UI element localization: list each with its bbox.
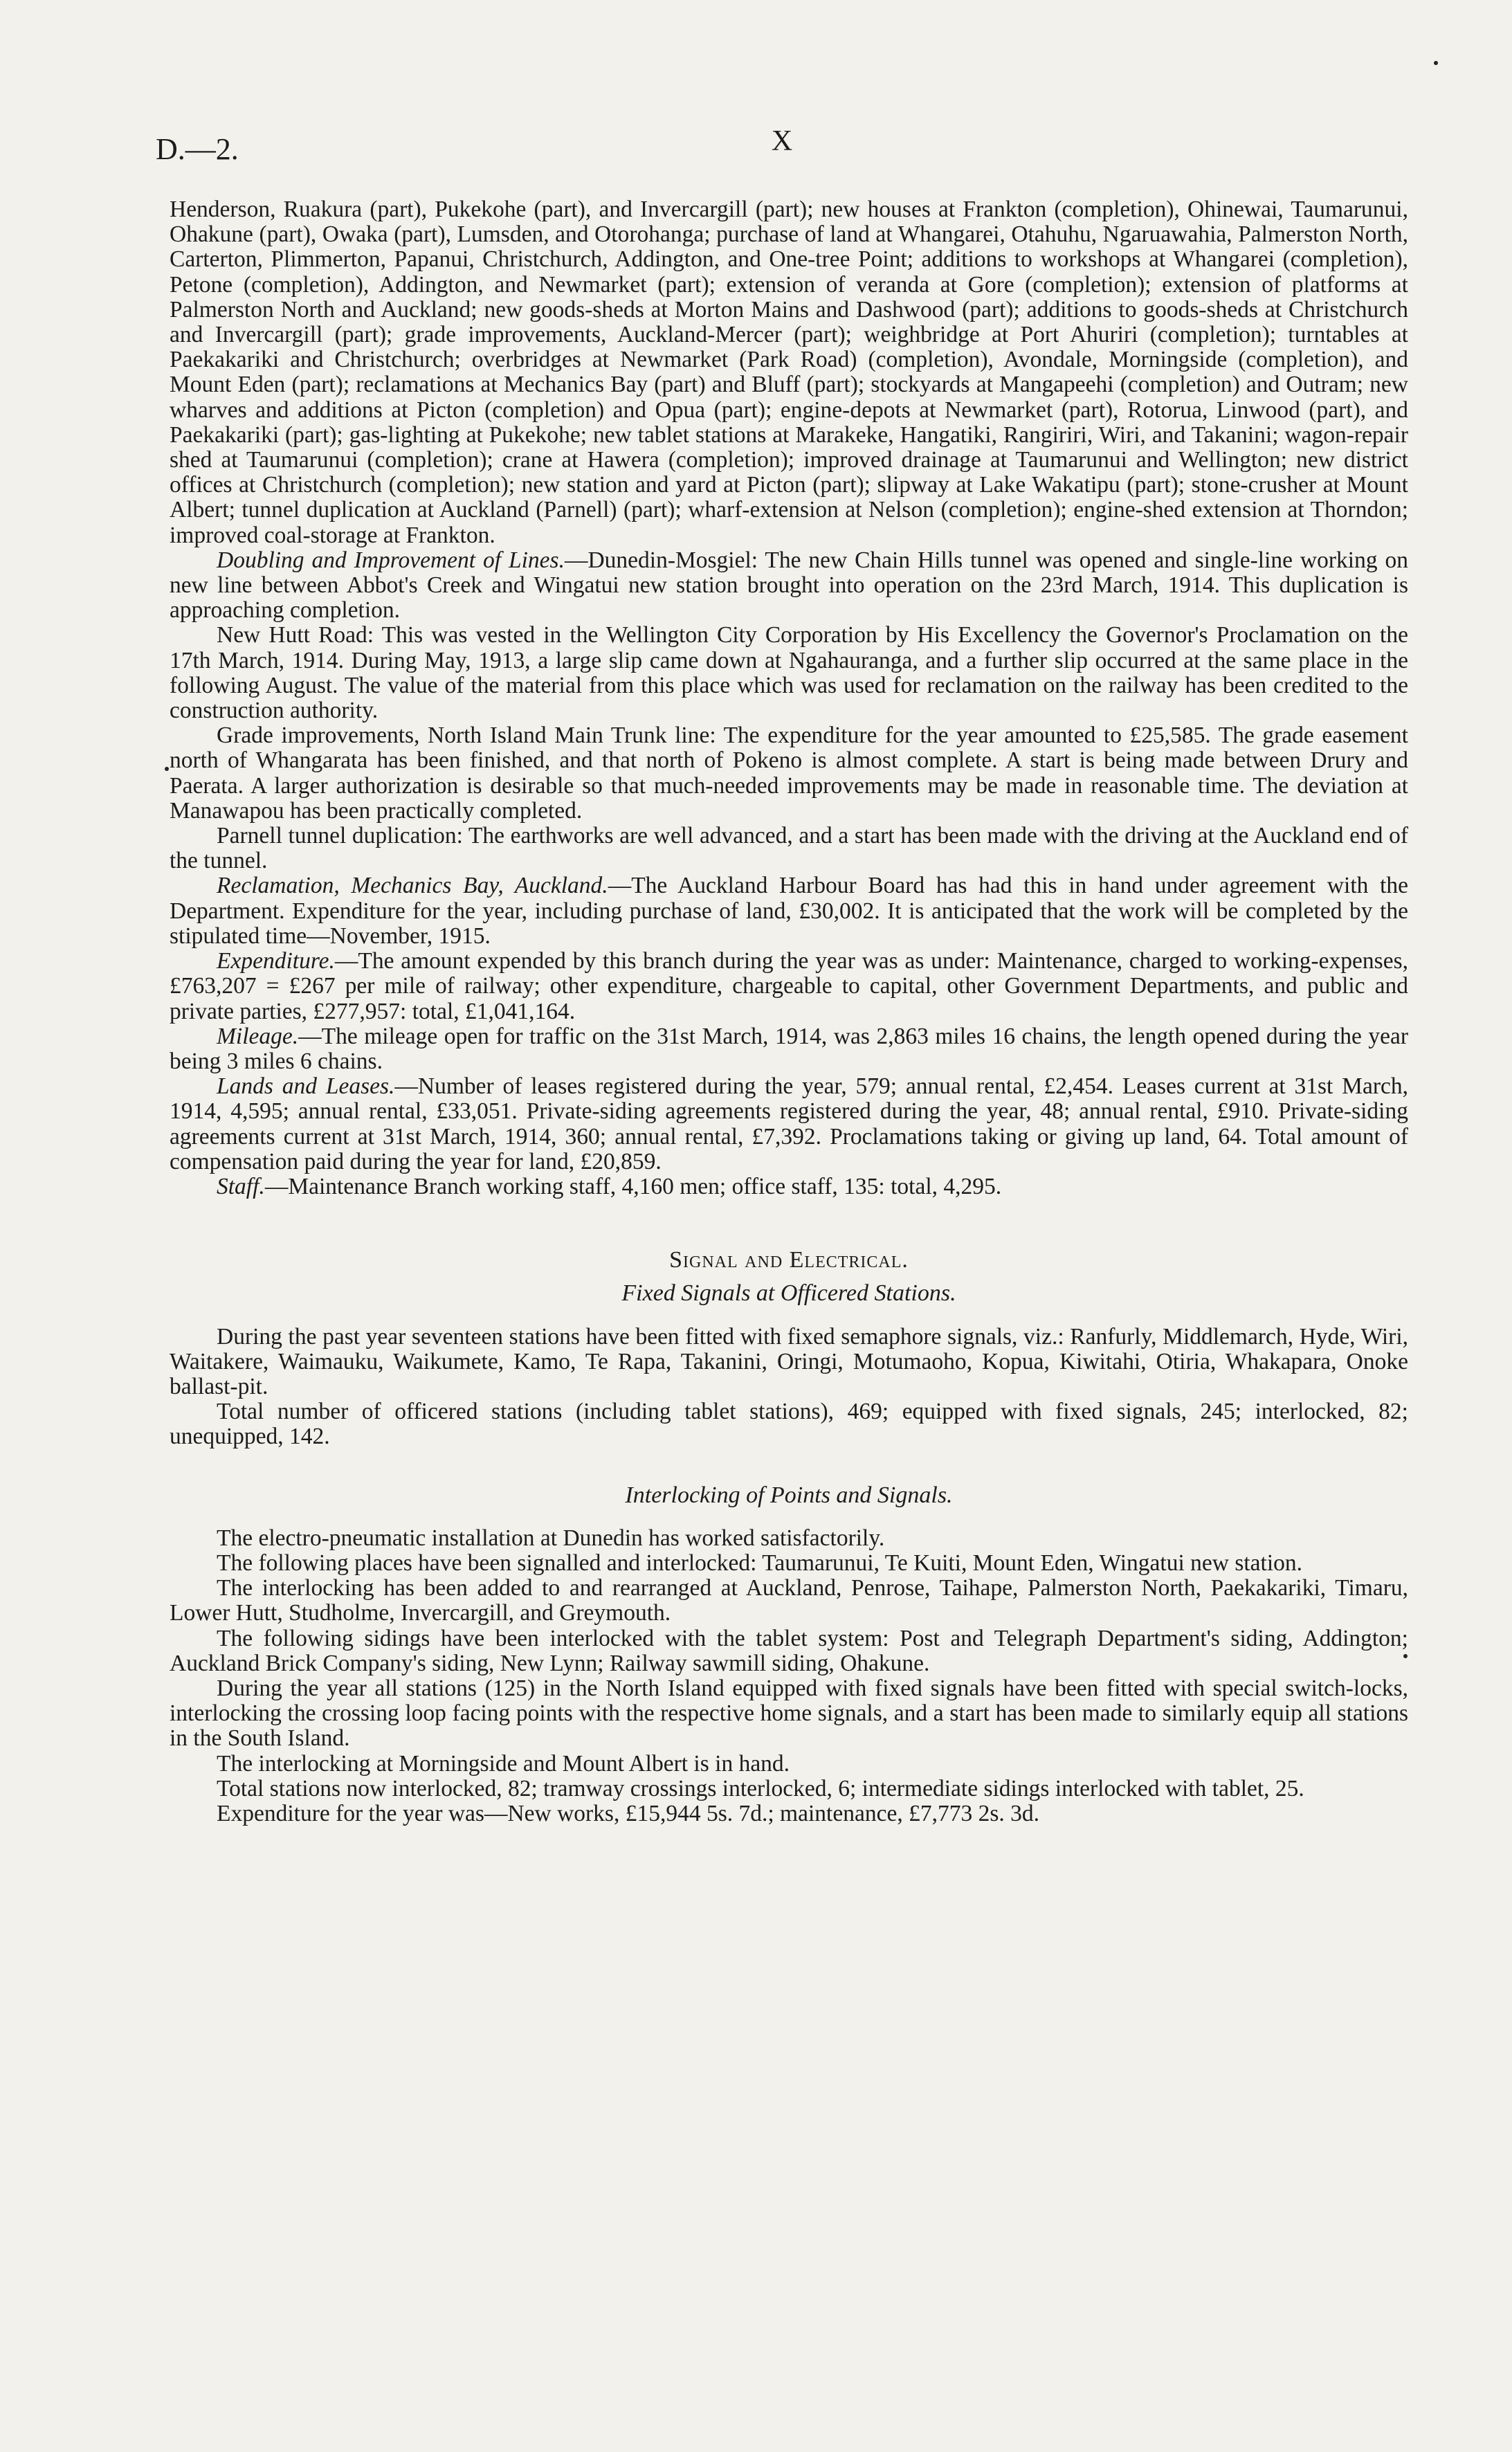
paragraph-in-hand: The interlocking at Morningside and Mount Albert is in hand. (217, 1750, 790, 1777)
text-expenditure: —The amount expended by this branch during the year was as under: Maintenance, charged to working-expenses, £763,207 = £267 per mile of railway; other expenditure, chargeable to capital, other Government Departments, and public and private parties, £277,957: total, £1,041,164. (170, 948, 1408, 1024)
lead-doubling: Doubling and Improvement of Lines. (217, 547, 565, 573)
paragraph-officered-total: Total number of officered stations (including tablet stations), 469; equipped with fixed signals, 245; interlocked, 82; unequipped, 142. (170, 1399, 1408, 1450)
lead-reclamation: Reclamation, Mechanics Bay, Auckland. (217, 873, 608, 899)
paragraph-doubling (170, 548, 1408, 624)
lead-expenditure: Expenditure. (217, 948, 335, 974)
text-staff: —Maintenance Branch working staff, 4,160 men; office staff, 135: total, 4,295. (264, 1173, 1002, 1199)
text-mileage: —The mileage open for traffic on the 31st March, 1914, was 2,863 miles 16 chains, the length opened during the year being 3 miles 6 chains. (170, 1023, 1408, 1074)
paragraph-works-list: Henderson, Ruakura (part), Pukekohe (part), and Invercargill (part); new houses at Frankton (completion), Ohinewai, Taumarunui, Ohakune (part), Owaka (part), Lumsden, and Otorohanga; purchase of land at Whangarei, Otahuhu, Ngaruawahia, Palmerston North, Carterton, Plimmerton, Papanui, Christchurch, Addington, and One-tree Point; additions to workshops at Whangarei (completion), Petone (completion), Addington, and Newmarket (part); extension of veranda at Gore (completion); extension of platforms at Palmerston North and Auckland; new goods-sheds at Morton Mains and Dashwood (part); additions to goods-sheds at Christchurch and Invercargill (part); grade improvements, Auckland-Mercer (part); weighbridge at Port Ahuriri (completion); turntables at Paekakariki and Christchurch; overbridges at Newmarket (Park Road) (completion), Avondale, Morningside (completion), and Mount Eden (part); reclamations at Mechanics Bay (part) and Bluff (part); stockyards at Mangapeehi (completion) and Outram; new wharves and additions at Picton (completion) and Opua (part); engine-depots at Newmarket (part), Rotorua, Linwood (part), and Paekakariki (part); gas-lighting at Pukekohe; new tablet stations at Marakeke, Hangatiki, Rangiriri, Wiri, and Takanini; wagon-repair shed at Taumarunui (completion); crane at Hawera (completion); improved drainage at Taumarunui and Wellington; new district offices at Christchurch (completion); new station and yard at Picton (part); slipway at Lake Wakatipu (part); stone-crusher at Mount Albert; tunnel duplication at Auckland (Parnell) (part); wharf-extension at Nelson (completion); engine-shed extension at Thorndon; improved coal-storage at Frankton. (170, 197, 1408, 548)
paragraph-staff (170, 1174, 1408, 1199)
paragraph-mileage (170, 1024, 1408, 1074)
paragraph-signal-expenditure: Expenditure for the year was—New works, £15,944 5s. 7d.; maintenance, £7,773 2s. 3d. (217, 1800, 1039, 1826)
paragraph-expenditure (170, 949, 1408, 1024)
paragraph-lands-leases (170, 1074, 1408, 1174)
paragraph-semaphore-stations: During the past year seventeen stations have been fitted with fixed semaphore signals, viz.: Ranfurly, Middlemarch, Hyde, Wiri, Waitakere, Waimauku, Waikumete, Kamo, Te Rapa, Takanini, Oringi, Motumaoho, Kopua, Kiwitahi, Otiria, Whakapara, Onoke ballast-pit. (170, 1323, 1408, 1399)
text-lands-leases: —Number of leases registered during the year, 579; annual rental, £2,454. Leases current at 31st March, 1914, 4,595; annual rental, £33,051. Private-siding agreements registered during the year, 48; annual rental, £910. Private-siding agreements current at 31st March, 1914, 360; annual rental, £7,392. Proclamations taking or giving up land, 64. Total amount of compensation paid during the year for land, £20,859. (170, 1073, 1408, 1174)
paragraph-total-interlocked: Total stations now interlocked, 82; tramway crossings interlocked, 6; intermediate sidings interlocked with tablet, 25. (217, 1775, 1304, 1801)
lead-staff: Staff. (217, 1173, 265, 1199)
document-reference: D.—2. (156, 132, 239, 166)
scan-speck (1403, 1654, 1408, 1658)
page-header (156, 125, 1408, 173)
paragraph-parnell-tunnel: Parnell tunnel duplication: The earthworks are well advanced, and a start has been made with the driving at the Auckland end of the tunnel. (170, 823, 1408, 874)
paragraph-reclamation (170, 873, 1408, 949)
subtitle-fixed-signals: Fixed Signals at Officered Stations. (621, 1280, 956, 1307)
paragraph-electro-pneumatic: The electro-pneumatic installation at Dunedin has worked satisfactorily. (217, 1525, 885, 1551)
subtitle-interlocking: Interlocking of Points and Signals. (625, 1482, 953, 1508)
paragraph-hutt-road: New Hutt Road: This was vested in the Wellington City Corporation by His Excellency the Governor's Proclamation on the 17th March, 1914. During May, 1913, a large slip came down at Ngahauranga, and a further slip occurred at the same place in the following August. The value of the material from this place which was used for reclamation on the railway has been credited to the construction authority. (170, 622, 1408, 724)
page-number: X (771, 125, 793, 157)
text-reclamation: —The Auckland Harbour Board has had this in hand under agreement with the Department. Expenditure for the year, including purchase of land, £30,002. It is anticipated that the work will be completed by the stipulated time—November, 1915. (170, 873, 1408, 949)
lead-lands-leases: Lands and Leases. (217, 1073, 395, 1100)
paragraph-signalled-places: The following places have been signalled and interlocked: Taumarunui, Te Kuiti, Mount Eden, Wingatui new station. (217, 1550, 1303, 1576)
paragraph-grade-improvements: Grade improvements, North Island Main Trunk line: The expenditure for the year amounted to £25,585. The grade easement north of Whangarata has been finished, and that north of Pokeno is almost complete. A start is being made between Drury and Paerata. A larger authorization is desirable so that much-needed improvements may be made in reasonable time. The deviation at Manawapou has been practically completed. (170, 723, 1408, 824)
paragraph-rearranged: The interlocking has been added to and rearranged at Auckland, Penrose, Taihape, Palmerston North, Paekakariki, Timaru, Lower Hutt, Studholme, Invercargill, and Greymouth. (170, 1575, 1408, 1626)
scan-speck (165, 767, 169, 771)
scan-speck (1434, 61, 1438, 65)
lead-mileage: Mileage. (217, 1023, 299, 1049)
section-title-signal: Signal and Electrical. (669, 1247, 909, 1273)
text-doubling: —Dunedin-Mosgiel: The new Chain Hills tunnel was opened and single-line working on new line between Abbot's Creek and Wingatui new station brought into operation on the 23rd March, 1914. This duplication is approaching completion. (170, 547, 1408, 624)
paragraph-switch-locks: During the year all stations (125) in the North Island equipped with fixed signals have been fitted with special switch-locks, interlocking the crossing loop facing points with the respective home signals, and a start has been made to similarly equip all stations in the South Island. (170, 1675, 1408, 1752)
paragraph-sidings: The following sidings have been interlocked with the tablet system: Post and Telegraph Department's siding, Addington; Auckland Brick Company's siding, New Lynn; Railway sawmill siding, Ohakune. (170, 1625, 1408, 1676)
body-text (170, 197, 1408, 1826)
